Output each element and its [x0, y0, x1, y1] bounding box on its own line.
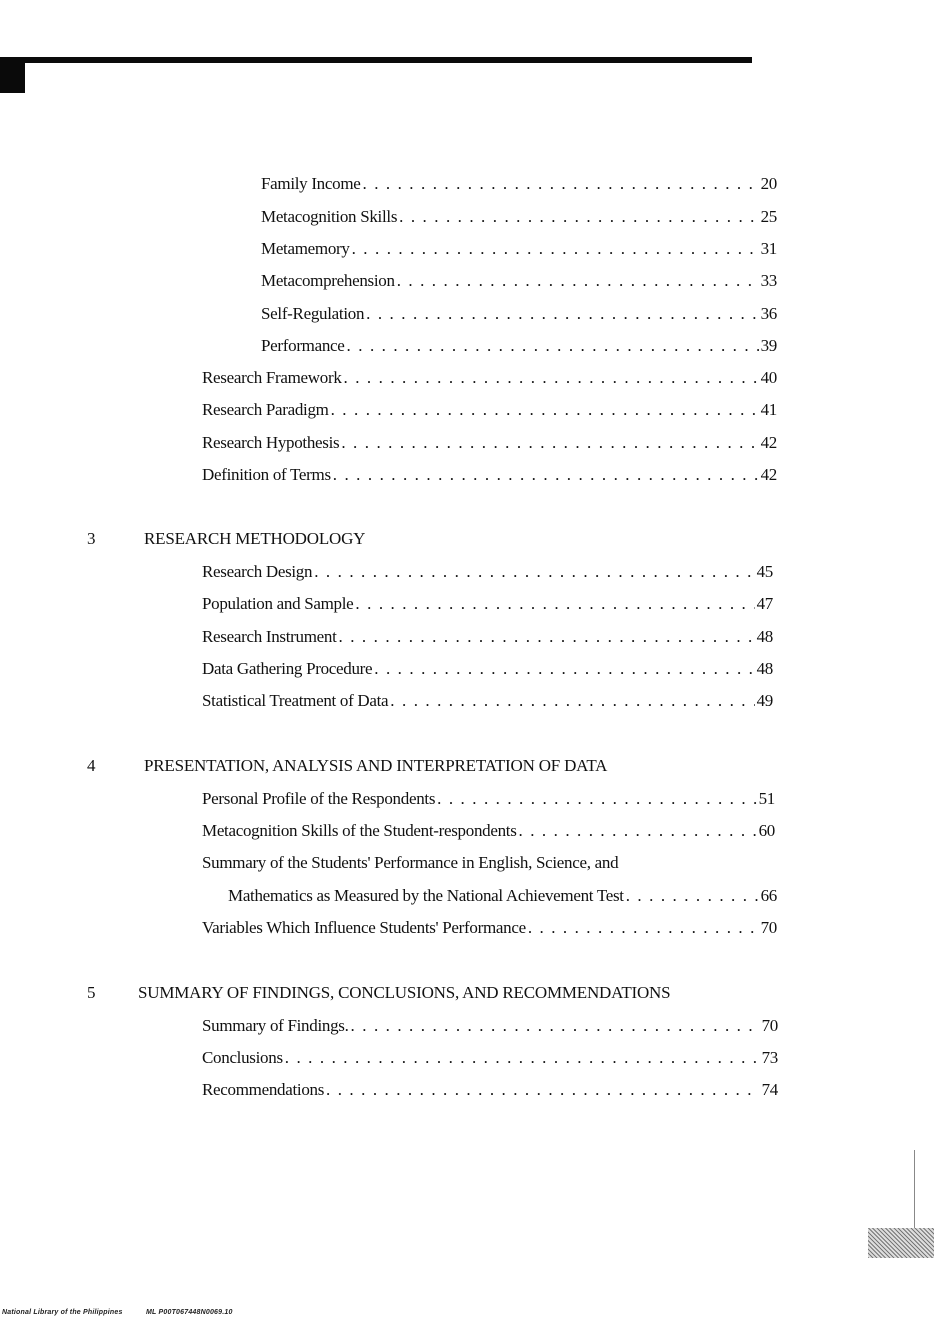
dot-leader — [519, 819, 757, 843]
toc-entry — [261, 205, 777, 229]
scan-corner-block — [0, 57, 25, 93]
toc-label: Research Design — [202, 562, 313, 581]
scan-noise — [868, 1228, 934, 1258]
toc-entry — [202, 1014, 778, 1038]
toc-entry — [202, 916, 777, 940]
dot-leader — [374, 657, 754, 681]
dot-leader — [326, 1078, 760, 1102]
toc-entry — [228, 884, 777, 908]
toc-entry — [202, 398, 777, 422]
toc-entry — [202, 689, 773, 713]
toc-entry — [261, 172, 777, 196]
toc-page: 31 — [760, 239, 777, 258]
footer-library: National Library of the Philippines — [2, 1309, 123, 1316]
dot-leader — [352, 237, 759, 261]
dot-leader — [341, 431, 758, 455]
dot-leader — [285, 1046, 760, 1070]
dot-leader — [528, 916, 759, 940]
toc-label: Research Instrument — [202, 627, 337, 646]
dot-leader — [347, 334, 759, 358]
dot-leader — [351, 1014, 760, 1038]
dot-leader — [344, 366, 759, 390]
toc-label: Metamemory — [261, 239, 350, 258]
toc-page: 48 — [756, 659, 773, 678]
dot-leader — [331, 398, 759, 422]
toc-entry — [261, 302, 777, 326]
scan-border-bar — [0, 57, 752, 63]
toc-page: 42 — [760, 433, 777, 452]
toc-label: Data Gathering Procedure — [202, 659, 373, 678]
toc-entry — [202, 366, 777, 390]
toc-page: 49 — [756, 691, 773, 710]
toc-label: Recommendations — [202, 1080, 325, 1099]
toc-page: 33 — [760, 271, 777, 290]
toc-page: 74 — [761, 1080, 778, 1099]
toc-label: Family Income — [261, 174, 361, 193]
toc-page: 73 — [761, 1048, 778, 1067]
toc-page: 40 — [760, 368, 777, 387]
toc-label: Self-Regulation — [261, 304, 365, 323]
toc-label: Variables Which Influence Students' Performance — [202, 918, 526, 937]
dot-leader — [339, 625, 755, 649]
toc-entry — [261, 237, 777, 261]
toc-page: 66 — [760, 886, 777, 905]
toc-entry — [202, 463, 777, 487]
scan-edge-line — [914, 1150, 915, 1240]
toc-entry — [202, 819, 775, 843]
toc-entry — [261, 269, 777, 293]
dot-leader — [366, 302, 758, 326]
toc-entry — [202, 560, 773, 584]
toc-entry — [202, 1078, 778, 1102]
toc-label: Statistical Treatment of Data — [202, 691, 389, 710]
toc-page: 20 — [760, 174, 777, 193]
toc-label: Metacognition Skills of the Student-respondents — [202, 821, 517, 840]
toc-page: 60 — [758, 821, 775, 840]
toc-label: Research Paradigm — [202, 400, 329, 419]
toc-page: 48 — [756, 627, 773, 646]
toc-label: Metacognition Skills — [261, 207, 398, 226]
chapter-title: SUMMARY OF FINDINGS, CONCLUSIONS, AND RECOMMENDATIONS — [138, 983, 671, 1002]
dot-leader — [314, 560, 754, 584]
chapter-number: 3 — [87, 529, 96, 548]
toc-label: Research Hypothesis — [202, 433, 340, 452]
toc-page: 45 — [756, 562, 773, 581]
toc-page: 47 — [756, 594, 773, 613]
toc-page: 42 — [760, 465, 777, 484]
chapter-number: 4 — [87, 756, 96, 775]
toc-entry — [202, 625, 773, 649]
chapter-title: RESEARCH METHODOLOGY — [144, 529, 366, 548]
toc-entry — [202, 592, 773, 616]
dot-leader — [333, 463, 759, 487]
toc-page: 39 — [760, 336, 777, 355]
toc-page: 41 — [760, 400, 777, 419]
toc-label: Performance — [261, 336, 345, 355]
dot-leader — [355, 592, 754, 616]
toc-entry — [261, 334, 777, 358]
toc-page: 25 — [760, 207, 777, 226]
toc-entry — [202, 657, 773, 681]
toc-label-line: Summary of the Students' Performance in English, Science, and — [202, 853, 619, 872]
toc-label: Mathematics as Measured by the National Achievement Test — [228, 886, 624, 905]
toc-label: Personal Profile of the Respondents — [202, 789, 436, 808]
footer-id: ML P00T067448N0069.10 — [146, 1309, 233, 1316]
toc-page: 70 — [760, 918, 777, 937]
toc-page: 36 — [760, 304, 777, 323]
chapter-number: 5 — [87, 983, 96, 1002]
toc-page: 70 — [761, 1016, 778, 1035]
toc-label: Research Framework — [202, 368, 342, 387]
dot-leader — [390, 689, 754, 713]
dot-leader — [437, 787, 756, 811]
dot-leader — [399, 205, 758, 229]
toc-label: Definition of Terms — [202, 465, 331, 484]
toc-label: Summary of Findings. — [202, 1016, 349, 1035]
toc-label: Conclusions — [202, 1048, 283, 1067]
chapter-title: PRESENTATION, ANALYSIS AND INTERPRETATION OF DATA — [144, 756, 608, 775]
toc-label: Population and Sample — [202, 594, 354, 613]
toc-entry — [202, 431, 777, 455]
dot-leader — [363, 172, 759, 196]
toc-page: 51 — [758, 789, 775, 808]
toc-entry — [202, 787, 775, 811]
dot-leader — [397, 269, 759, 293]
dot-leader — [626, 884, 759, 908]
toc-entry — [202, 1046, 778, 1070]
toc-label: Metacomprehension — [261, 271, 395, 290]
